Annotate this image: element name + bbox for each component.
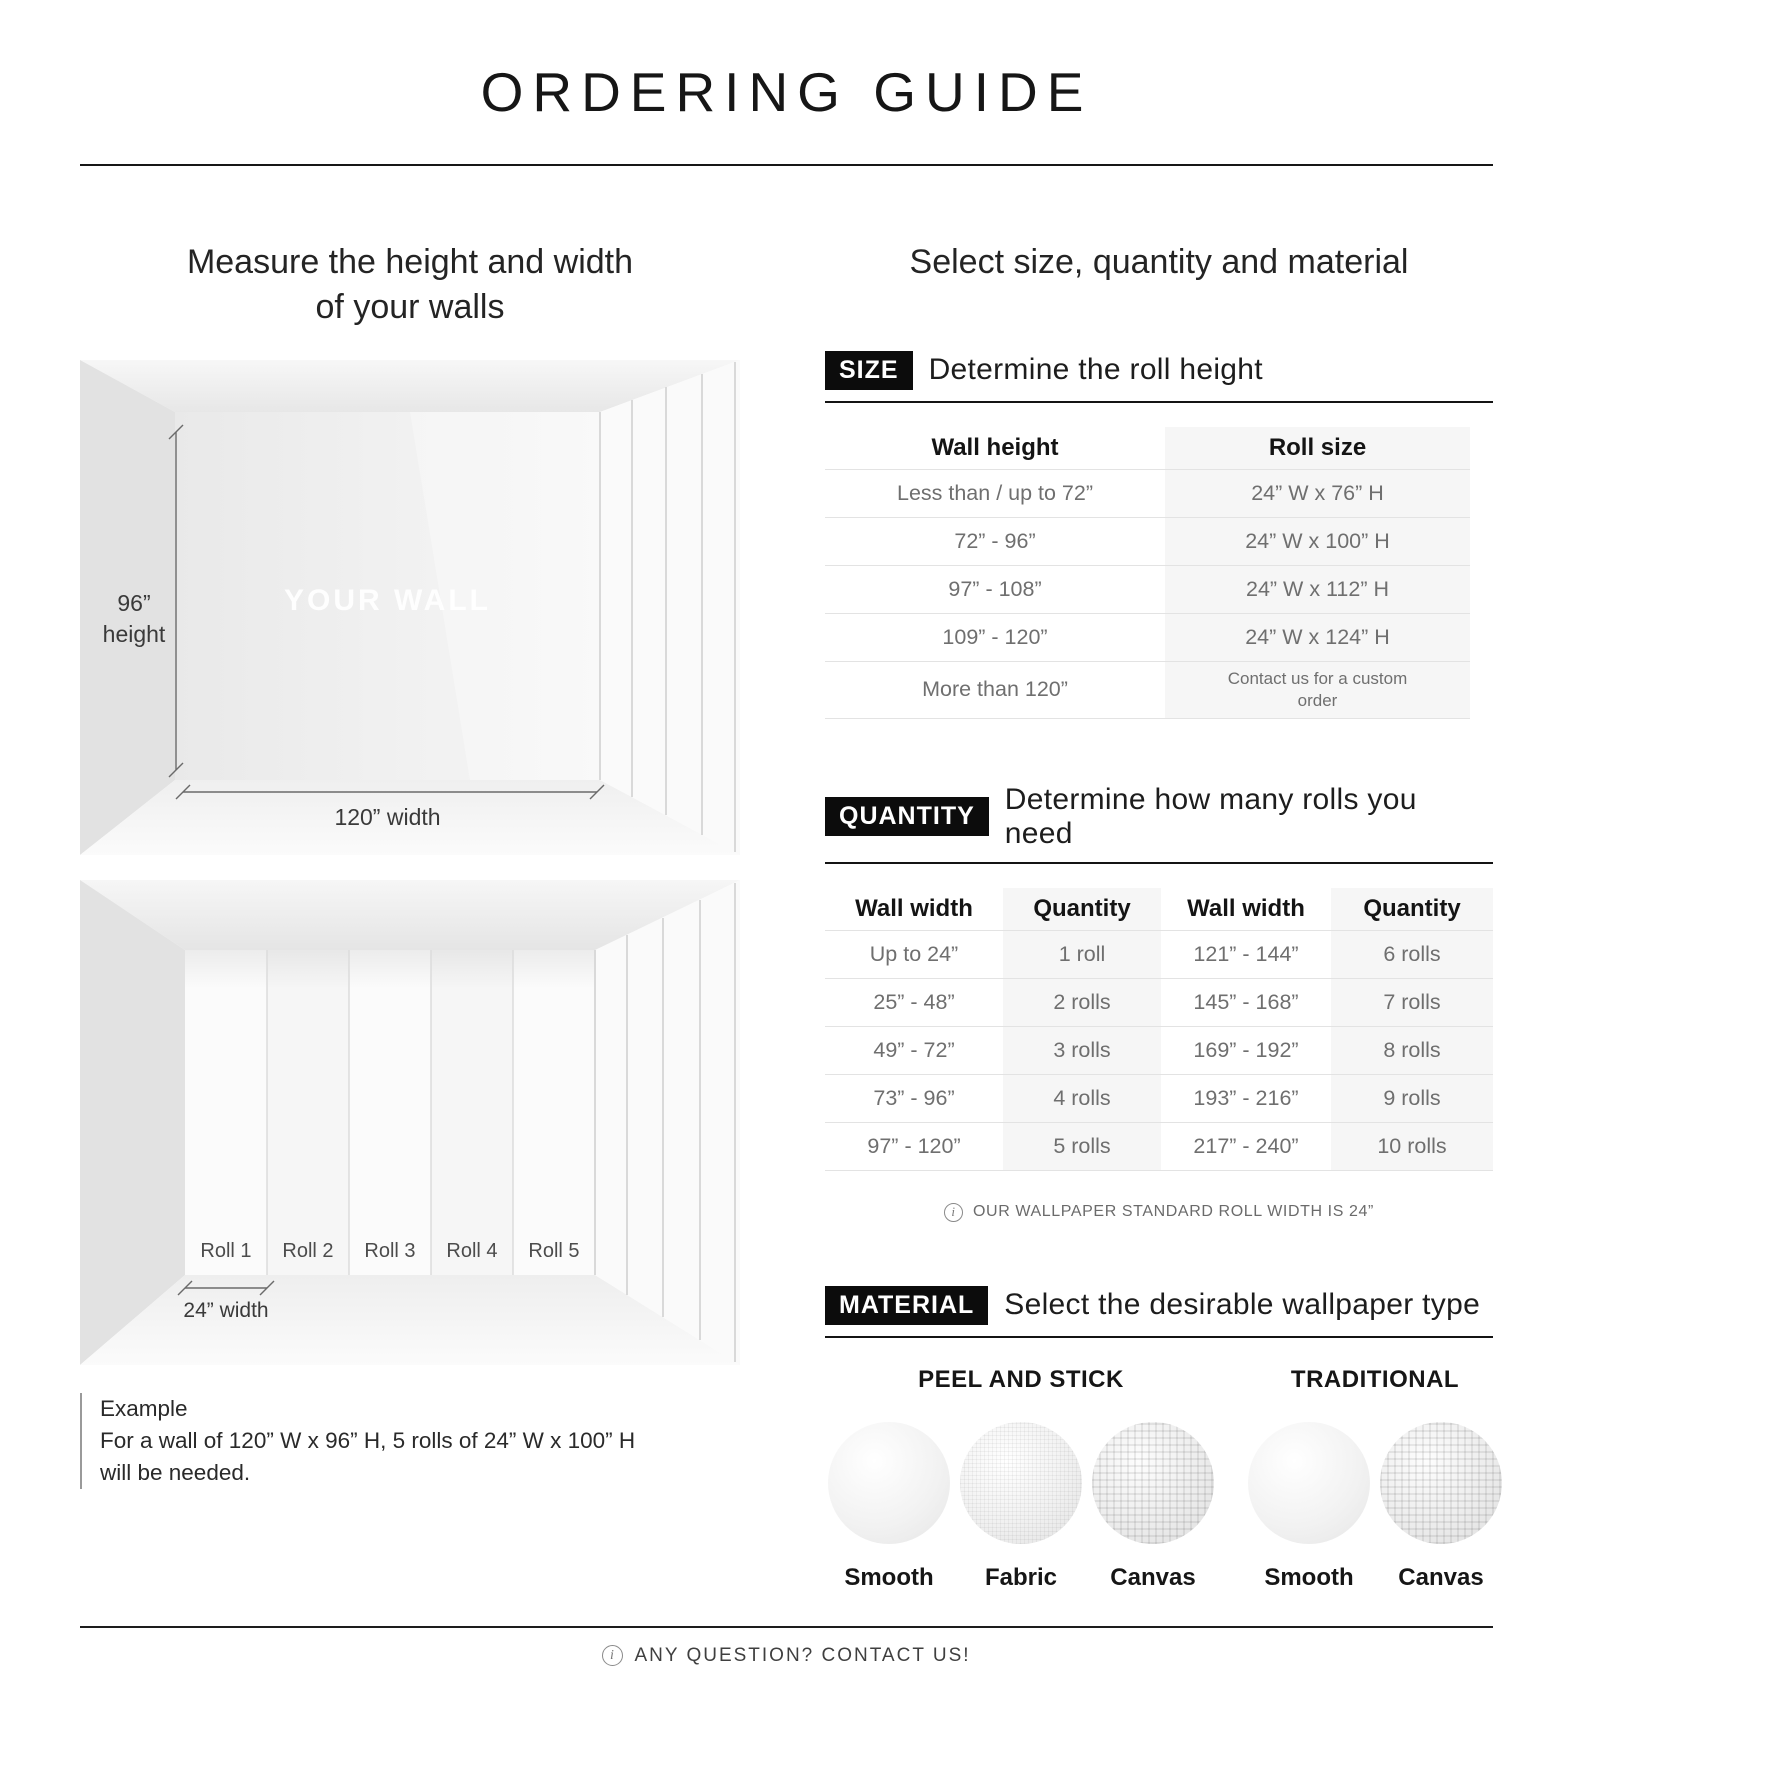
height-word: height xyxy=(102,620,166,647)
roll-panel-label: Roll 5 xyxy=(528,1239,580,1262)
roll-labels xyxy=(185,1240,595,1263)
material-group-title: PEEL AND STICK xyxy=(918,1365,1124,1393)
wall-width-header: Wall width xyxy=(855,894,973,922)
quantity-table-row xyxy=(825,1123,1493,1171)
page-title: ORDERING GUIDE xyxy=(480,61,1093,123)
left-heading-line2: of your walls xyxy=(315,287,505,326)
material-option-fabric xyxy=(957,1422,1085,1592)
left-heading-line1: Measure the height and width xyxy=(186,243,634,281)
roll-panel-label: Roll 3 xyxy=(364,1239,416,1262)
measure-column xyxy=(80,240,740,1592)
fabric-texture-swatch xyxy=(960,1422,1082,1544)
wall-width-cell: 193” - 216” xyxy=(1193,1085,1299,1110)
room-diagram-wall xyxy=(80,360,740,855)
quantity-header: Quantity xyxy=(1003,888,1161,930)
wall-height-cell: 109” - 120” xyxy=(942,624,1048,649)
size-table-row xyxy=(825,470,1470,518)
quantity-table-row xyxy=(825,1027,1493,1075)
canvas-texture-swatch xyxy=(1380,1422,1502,1544)
footer-note-text: ANY QUESTION? CONTACT US! xyxy=(634,1644,971,1666)
height-value: 96” xyxy=(117,589,151,616)
material-option-smooth xyxy=(1245,1422,1373,1592)
quantity-table-header xyxy=(825,888,1493,931)
size-table-row xyxy=(825,614,1470,662)
wall-width-cell: 25” - 48” xyxy=(873,989,955,1014)
room-diagram-rolls xyxy=(80,880,740,1365)
wall-width-cell: 73” - 96” xyxy=(873,1085,955,1110)
roll-size-cell: 24” W x 100” H xyxy=(1165,518,1470,565)
roll-panel-label: Roll 1 xyxy=(200,1239,252,1262)
quantity-cell: 3 rolls xyxy=(1003,1027,1161,1074)
size-table-header xyxy=(825,427,1470,470)
room-rolls-illustration xyxy=(80,880,740,1365)
quantity-section xyxy=(825,783,1493,1222)
wall-width-cell: Up to 24” xyxy=(869,941,959,966)
left-heading xyxy=(80,240,740,330)
roll-size-cell: 24” W x 76” H xyxy=(1165,470,1470,517)
wall-height-cell: 72” - 96” xyxy=(954,528,1036,553)
wall-height-cell: 97” - 108” xyxy=(948,576,1042,601)
wall-width-cell: 217” - 240” xyxy=(1193,1133,1299,1158)
your-wall-label: YOUR WALL xyxy=(284,583,491,617)
material-option-smooth xyxy=(825,1422,953,1592)
smooth-texture-swatch xyxy=(828,1422,950,1544)
swatch-label: Smooth xyxy=(844,1563,934,1591)
swatch-label: Canvas xyxy=(1110,1563,1196,1591)
canvas-texture-swatch xyxy=(1092,1422,1214,1544)
size-table-row xyxy=(825,566,1470,614)
quantity-cell: 1 roll xyxy=(1003,931,1161,978)
material-badge: MATERIAL xyxy=(825,1286,988,1325)
wall-width-cell: 121” - 144” xyxy=(1193,941,1299,966)
roll-size-header: Roll size xyxy=(1165,427,1470,469)
wall-height-header: Wall height xyxy=(931,433,1059,461)
info-icon: i xyxy=(602,1645,623,1666)
size-table-row xyxy=(825,518,1470,566)
wall-width-cell: 169” - 192” xyxy=(1193,1037,1299,1062)
bottom-divider xyxy=(80,1626,1493,1628)
smooth-texture-swatch xyxy=(1248,1422,1370,1544)
roll-width-label: 24” width xyxy=(183,1298,269,1322)
quantity-cell: 6 rolls xyxy=(1331,931,1493,978)
material-subtitle: Select the desirable wallpaper type xyxy=(1004,1288,1481,1322)
wall-height-cell: Less than / up to 72” xyxy=(896,480,1094,505)
wallpaper-roll-panels xyxy=(185,950,595,1275)
window-wall xyxy=(600,360,740,855)
size-subtitle: Determine the roll height xyxy=(928,353,1263,387)
quantity-cell: 7 rolls xyxy=(1331,979,1493,1026)
roll-panel-label: Roll 4 xyxy=(446,1239,498,1262)
size-section xyxy=(825,351,1493,719)
quantity-badge: QUANTITY xyxy=(825,797,989,836)
quantity-cell: 10 rolls xyxy=(1331,1123,1493,1170)
material-group-title: TRADITIONAL xyxy=(1290,1365,1460,1393)
top-divider xyxy=(80,164,1493,166)
width-dimension-label: 120” width xyxy=(334,803,441,830)
example-note xyxy=(80,1393,740,1489)
example-line2: will be needed. xyxy=(100,1459,251,1485)
material-option-canvas xyxy=(1089,1422,1217,1592)
quantity-table-row xyxy=(825,979,1493,1027)
quantity-cell: 9 rolls xyxy=(1331,1075,1493,1122)
quantity-table-row xyxy=(825,1075,1493,1123)
quantity-table xyxy=(825,888,1493,1171)
roll-width-note-text: OUR WALLPAPER STANDARD ROLL WIDTH IS 24” xyxy=(973,1203,1374,1221)
select-column xyxy=(825,240,1493,1592)
example-title: Example xyxy=(100,1395,188,1421)
swatch-label: Canvas xyxy=(1398,1563,1484,1591)
wall-width-cell: 97” - 120” xyxy=(867,1133,961,1158)
material-group-peel-and-stick xyxy=(825,1366,1217,1592)
size-table-row xyxy=(825,662,1470,719)
quantity-cell: 5 rolls xyxy=(1003,1123,1161,1170)
wall-width-cell: 49” - 72” xyxy=(873,1037,955,1062)
footer-note xyxy=(80,1645,1493,1667)
wall-width-header: Wall width xyxy=(1187,894,1305,922)
height-dimension-label xyxy=(88,588,180,650)
quantity-subtitle: Determine how many rolls you need xyxy=(1004,782,1417,850)
roll-panel-label: Roll 2 xyxy=(282,1239,334,1262)
size-badge: SIZE xyxy=(825,351,913,390)
wall-height-cell: More than 120” xyxy=(922,677,1068,702)
size-table xyxy=(825,427,1470,719)
material-section xyxy=(825,1286,1493,1592)
right-heading: Select size, quantity and material xyxy=(909,243,1409,281)
quantity-table-row xyxy=(825,931,1493,979)
material-group-traditional xyxy=(1245,1366,1505,1592)
quantity-cell: 2 rolls xyxy=(1003,979,1161,1026)
quantity-cell: 8 rolls xyxy=(1331,1027,1493,1074)
material-option-canvas xyxy=(1377,1422,1505,1592)
material-groups xyxy=(825,1366,1493,1592)
roll-width-note xyxy=(825,1203,1493,1222)
swatch-label: Smooth xyxy=(1264,1563,1354,1591)
roll-size-cell: 24” W x 112” H xyxy=(1165,566,1470,613)
wall-width-cell: 145” - 168” xyxy=(1193,989,1299,1014)
quantity-cell: 4 rolls xyxy=(1003,1075,1161,1122)
info-icon: i xyxy=(944,1203,963,1222)
swatch-label: Fabric xyxy=(984,1563,1058,1591)
quantity-header: Quantity xyxy=(1331,888,1493,930)
roll-size-cell: 24” W x 124” H xyxy=(1165,614,1470,661)
example-line1: For a wall of 120” W x 96” H, 5 rolls of 24” W x 100” H xyxy=(100,1427,636,1453)
roll-size-cell: Contact us for a custom order xyxy=(1165,662,1470,718)
